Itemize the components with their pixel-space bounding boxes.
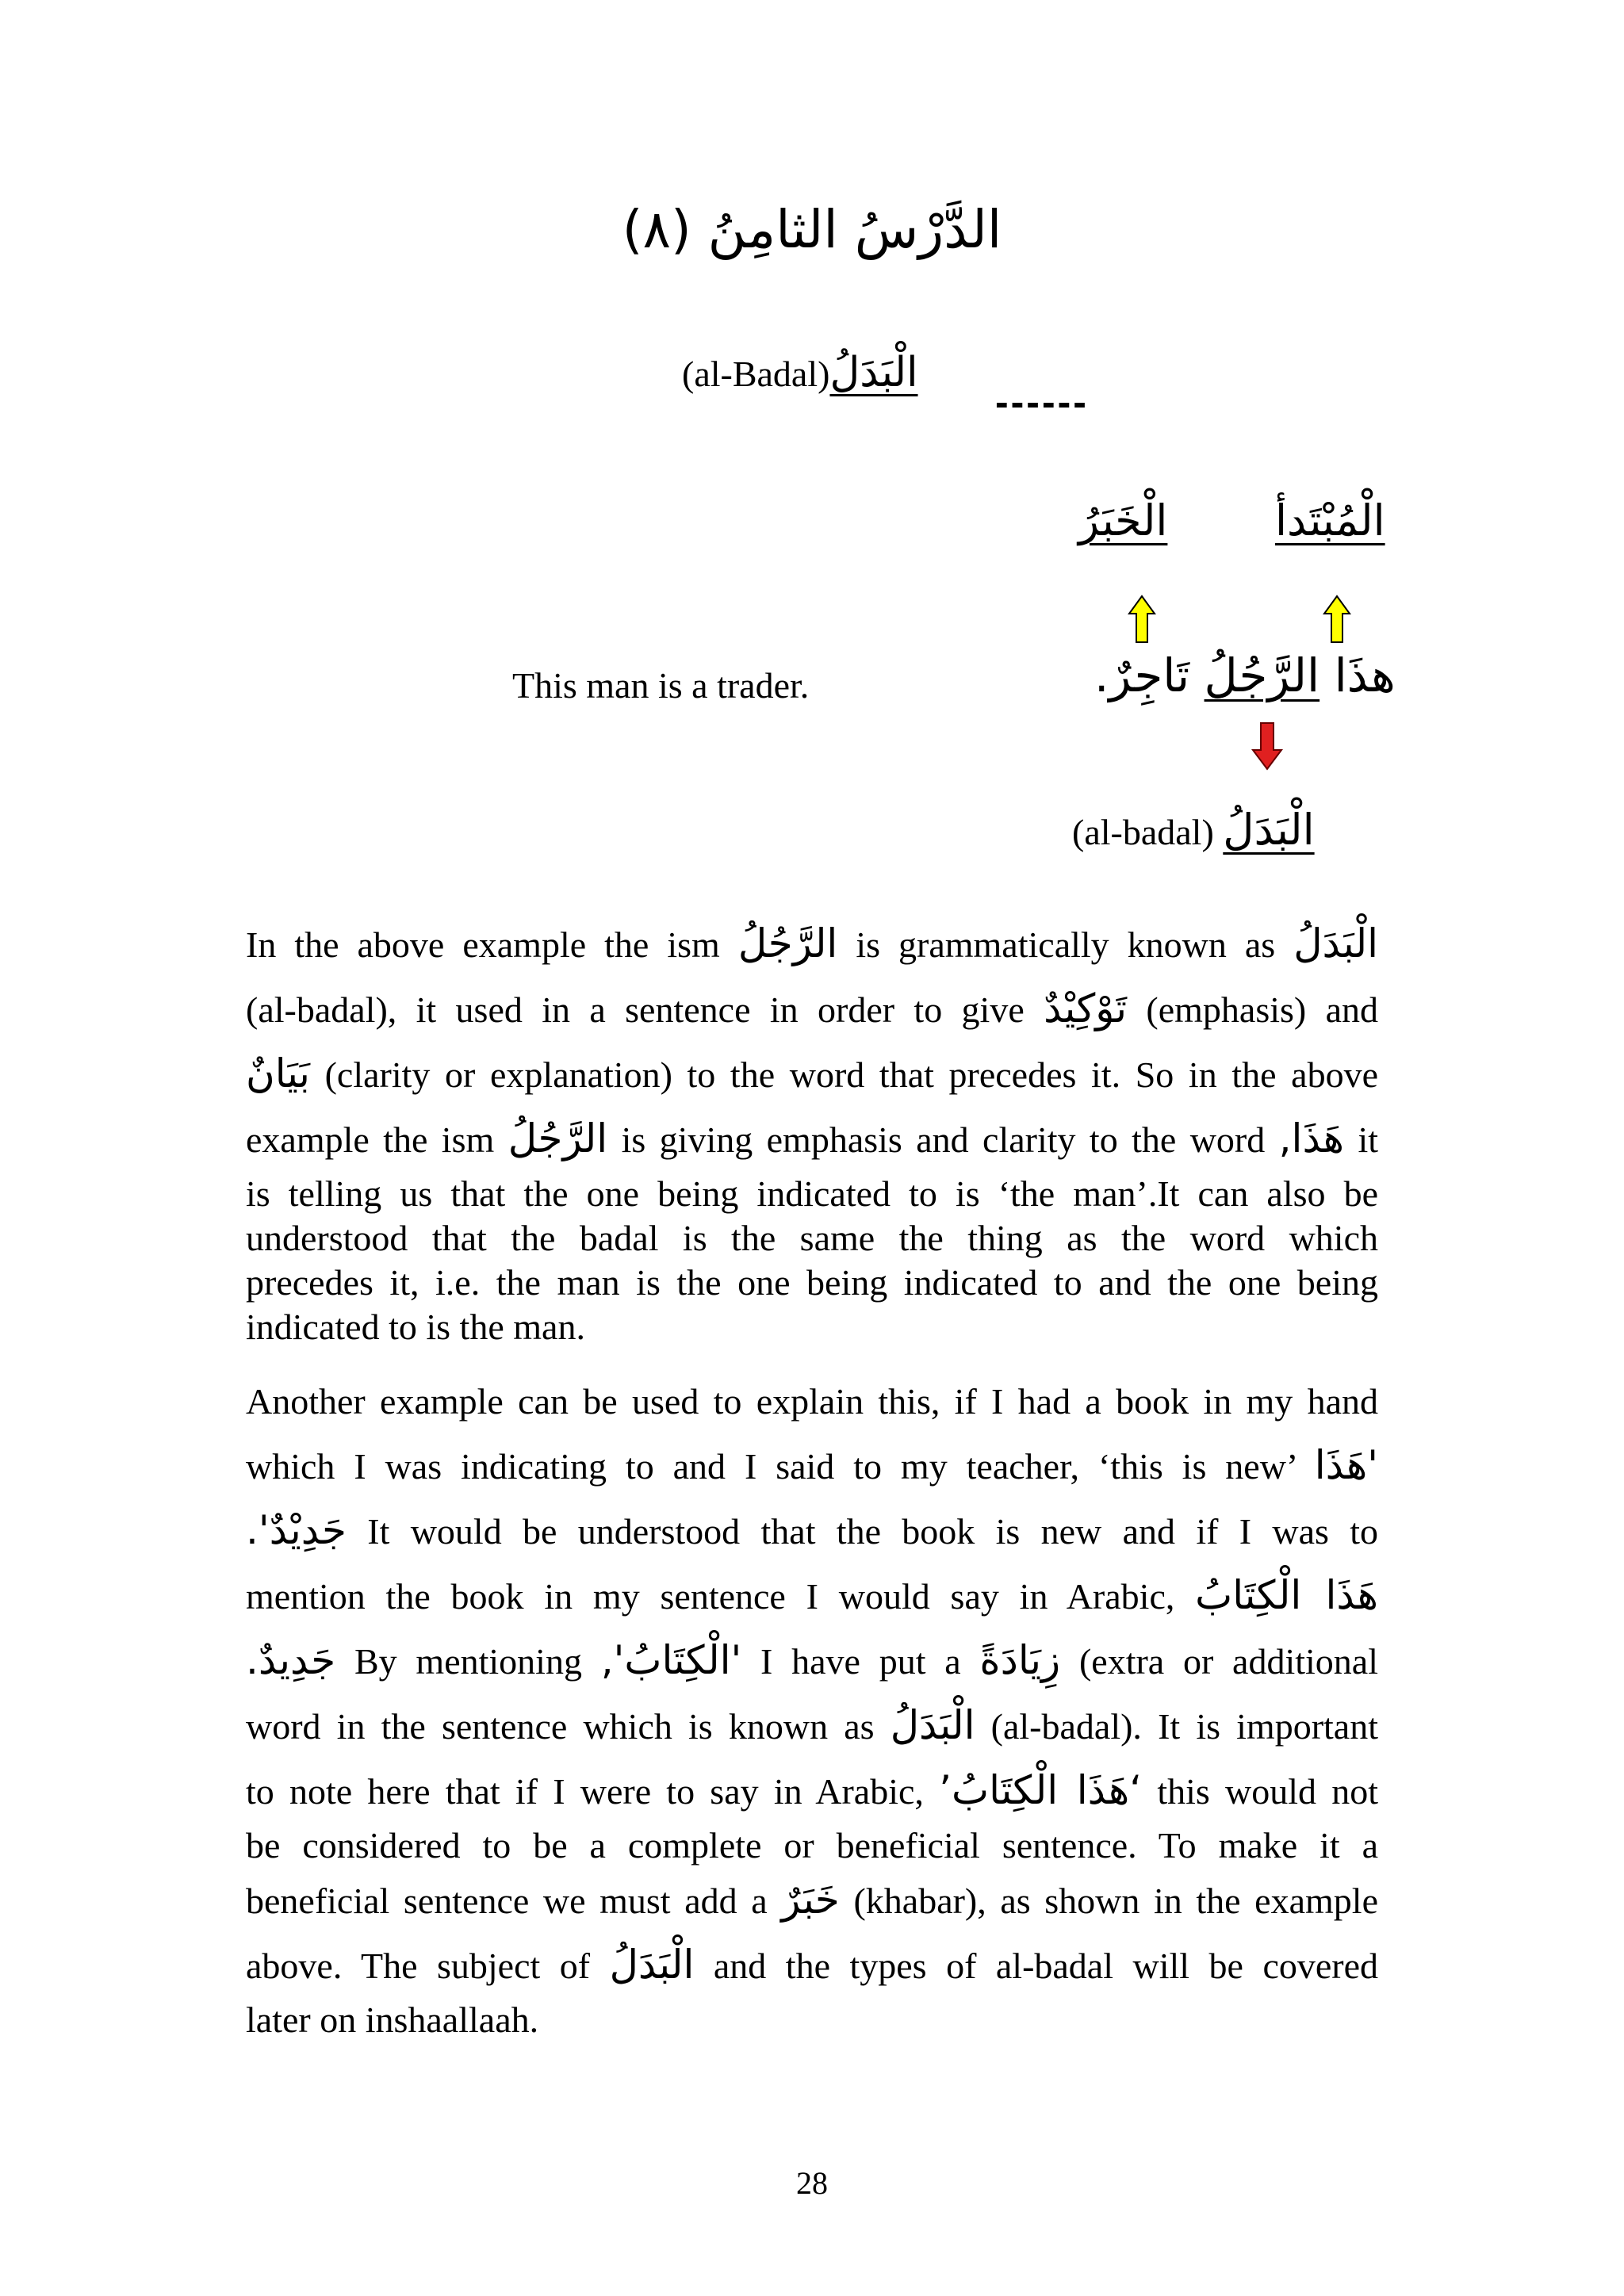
arabic-term: الرَّجُلُ (508, 1115, 608, 1161)
text: beneficial sentence we must add a (246, 1881, 768, 1921)
para1-line (246, 977, 1378, 1042)
para1-line (246, 1042, 1378, 1107)
arrow-up-icon (1323, 595, 1351, 644)
arabic-term: تَوْكِيْدٌ (1044, 985, 1128, 1031)
text: which I was indicating to and I said to my teacher, ‘this is new’ (246, 1446, 1296, 1487)
arabic-term: الْبَدَلُ (609, 1942, 695, 1988)
para2-line: be considered to be a complete or beneficial sentence. To make it a (246, 1825, 1378, 1866)
text: I have put a (760, 1641, 961, 1682)
sentence-ha: هذَا (1334, 649, 1396, 702)
para2-line (246, 1693, 1378, 1758)
example-sentence (1094, 649, 1396, 702)
para1-line: is telling us that the one being indicated to is ‘the man’.It can also be (246, 1173, 1378, 1214)
badal-arabic: الْبَدَلُ (1223, 805, 1315, 855)
paragraph-1 (246, 912, 1378, 1349)
para1-line (246, 912, 1378, 977)
text: (khabar), as shown in the example (853, 1881, 1378, 1921)
text: (extra or additional (1078, 1641, 1379, 1682)
page-number: 28 (796, 2165, 828, 2201)
arabic-term: زِيَادَةً (979, 1637, 1061, 1683)
arabic-term: جَدِيدٌ. (246, 1637, 336, 1683)
para2-line (246, 1758, 1378, 1823)
para2-line: Another example can be used to explain this, if I had a book in my hand (246, 1381, 1378, 1422)
arrow-up-icon (1128, 595, 1156, 644)
text: and the types of al-badal will be covered (713, 1946, 1379, 1986)
subtitle (682, 349, 918, 396)
dash-separator: ------ (995, 380, 1089, 424)
text: to note here that if I were to say in Arabic, (246, 1771, 924, 1812)
para2-line (246, 1933, 1378, 1998)
arabic-term: الرَّجُلُ (737, 920, 838, 966)
text: By mentioning (354, 1641, 582, 1682)
text: In the above example the ism (246, 924, 720, 965)
arabic-term: هَذَا الْكِتَابُ (1195, 1572, 1378, 1618)
sentence-rajul: الرَّجُلُ (1204, 649, 1320, 702)
arabic-term: 'الْكِتَابُ', (600, 1637, 742, 1683)
sentence-tajir: تَاجِرٌ. (1094, 649, 1190, 702)
arabic-term: ‘هَذَا الْكِتَابُ’ (939, 1767, 1143, 1813)
paragraph-2 (246, 1370, 1378, 2042)
arrow-down-icon (1251, 721, 1283, 771)
para1-line: understood that the badal is the same the thing as the word which (246, 1218, 1378, 1258)
para1-line (246, 1107, 1378, 1172)
badal-label (1072, 805, 1315, 855)
badal-latin: (al-badal) (1072, 812, 1214, 852)
text: is grammatically known as (856, 924, 1276, 965)
para2-line (246, 1628, 1378, 1693)
para1-line: indicated to is the man. (246, 1307, 585, 1347)
text: (emphasis) and (1146, 989, 1379, 1030)
arabic-term: 'هَذَا (1314, 1442, 1378, 1488)
para2-line: later on inshaallaah. (246, 1999, 539, 2040)
text: this would not (1157, 1771, 1379, 1812)
subtitle-arabic: الْبَدَلُ (829, 349, 918, 396)
label-mubtada: الْمُبْتَدأ (1275, 496, 1385, 545)
arabic-term: هَذَا, (1278, 1115, 1345, 1161)
arabic-term: خَبَرٌ (781, 1877, 840, 1923)
lesson-title: الدَّرْسُ الثامِنُ (٨) (622, 199, 1002, 260)
arabic-term: بَيَانٌ (246, 1050, 310, 1096)
text: (clarity or explanation) to the word that precedes it. So in the above (324, 1054, 1378, 1095)
text: is giving emphasis and clarity to the word (621, 1119, 1266, 1160)
text: example the ism (246, 1119, 495, 1160)
para2-line (246, 1563, 1378, 1628)
example-translation: This man is a trader. (512, 665, 810, 706)
para2-line (246, 1433, 1378, 1498)
text: mention the book in my sentence I would say in Arabic, (246, 1576, 1175, 1617)
para2-line (246, 1498, 1378, 1563)
text: (al-badal). It is important (990, 1706, 1379, 1747)
arabic-term: الْبَدَلُ (890, 1702, 975, 1748)
para2-line (246, 1868, 1378, 1933)
para1-line: precedes it, i.e. the man is the one being indicated to and the one being (246, 1262, 1378, 1303)
label-khabar: الْخَبَرُ (1078, 496, 1168, 545)
text: it (1358, 1119, 1379, 1160)
text: It would be understood that the book is new and if I was to (367, 1511, 1379, 1552)
arabic-term: جَدِيْدٌ'. (246, 1507, 347, 1553)
arabic-term: الْبَدَلُ (1293, 920, 1379, 966)
subtitle-latin: (al-Badal) (682, 354, 830, 394)
text: word in the sentence which is known as (246, 1706, 875, 1747)
text: (al-badal), it used in a sentence in order to give (246, 989, 1025, 1030)
text: above. The subject of (246, 1946, 591, 1986)
